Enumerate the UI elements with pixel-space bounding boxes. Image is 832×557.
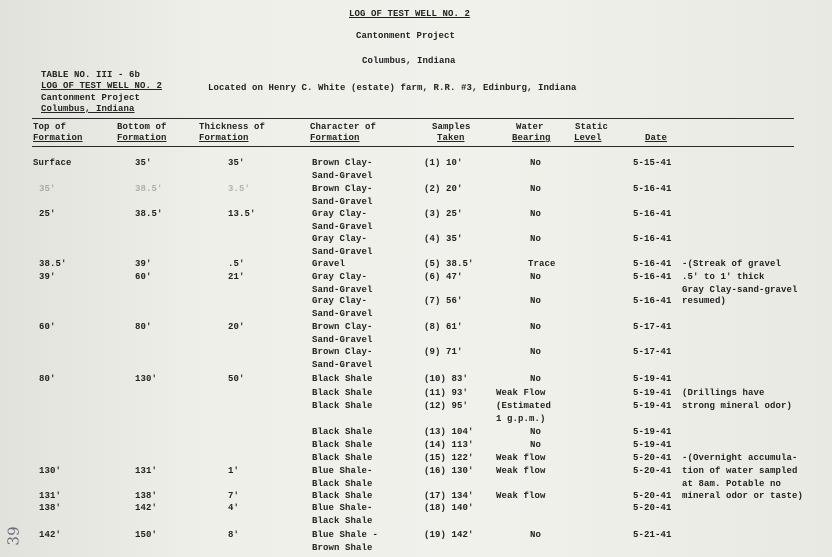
cell-sample: (4) 35': [424, 234, 463, 244]
cell-character: Black Shale: [312, 491, 373, 501]
cell-character: Black Shale: [312, 388, 373, 398]
cell-character: Sand-Gravel: [312, 308, 373, 319]
cell-character: Sand-Gravel: [312, 284, 373, 295]
cell-thickness: .5': [228, 259, 245, 269]
cell-thickness: 35': [228, 158, 245, 168]
cell-character: Brown Shale: [312, 542, 373, 553]
cell-bottom-of-formation: 130': [135, 374, 158, 384]
cell-character: Brown Clay-: [312, 322, 373, 332]
cell-thickness: 21': [228, 272, 245, 282]
cell-character: Sand-Gravel: [312, 170, 373, 181]
cell-remark: .5' to 1' thick: [682, 272, 765, 282]
col-header-bottom-2: Formation: [117, 133, 167, 143]
cell-character: Gray Clay-: [312, 296, 368, 306]
project-label: Cantonment Project: [41, 93, 141, 103]
cell-bottom-of-formation: 142': [135, 503, 158, 513]
cell-water-bearing: No: [530, 347, 542, 357]
margin-page-mark: 39: [4, 526, 23, 546]
cell-bottom-of-formation: 38.5': [135, 184, 163, 194]
cell-sample: (1) 10': [424, 158, 463, 168]
document-title: LOG OF TEST WELL NO. 2: [349, 9, 471, 19]
cell-character: Black Shale: [312, 401, 373, 411]
cell-date: 5-15-41: [633, 158, 672, 168]
cell-character: Sand-Gravel: [312, 221, 373, 232]
cell-character: Black Shale: [312, 440, 373, 450]
cell-character: Gravel: [312, 259, 346, 269]
cell-date: 5-20-41: [633, 466, 672, 476]
col-header-water-2: Bearing: [512, 133, 551, 143]
cell-date: 5-16-41: [633, 184, 672, 194]
cell-water-bearing: (Estimated: [496, 401, 552, 411]
cell-sample: (13) 104': [424, 427, 474, 437]
cell-bottom-of-formation: 35': [135, 158, 152, 168]
col-header-date: Date: [645, 133, 668, 143]
cell-date: 5-19-41: [633, 427, 672, 437]
cell-sample: (6) 47': [424, 272, 463, 282]
cell-top-of-formation: 35': [39, 184, 56, 194]
cell-bottom-of-formation: 138': [135, 491, 158, 501]
cell-water-bearing: Weak flow: [496, 453, 546, 463]
cell-top-of-formation: 138': [39, 503, 62, 513]
cell-bottom-of-formation: 150': [135, 530, 158, 540]
cell-water-bearing: No: [530, 158, 542, 168]
cell-character: Brown Clay-: [312, 158, 373, 168]
cell-thickness: 8': [228, 530, 240, 540]
cell-thickness: 20': [228, 322, 245, 332]
cell-water-bearing: No: [530, 322, 542, 332]
cell-thickness: 3.5': [228, 184, 251, 194]
header-rule-bottom: [32, 146, 794, 147]
cell-date: 5-20-41: [633, 491, 672, 501]
cell-character: Black Shale: [312, 515, 373, 526]
cell-water-bearing: No: [530, 272, 542, 282]
cell-date: 5-19-41: [633, 401, 672, 411]
cell-water-bearing: Trace: [528, 259, 556, 269]
cell-thickness: 1': [228, 466, 240, 476]
cell-thickness: 7': [228, 491, 240, 501]
col-header-character-1: Character of: [310, 122, 377, 132]
cell-sample: (2) 20': [424, 184, 463, 194]
cell-date: 5-20-41: [633, 503, 672, 513]
cell-remark: resumed): [682, 296, 727, 306]
cell-date: 5-17-41: [633, 322, 672, 332]
cell-character: Brown Clay-: [312, 347, 373, 357]
cell-remark: -(Overnight accumula-: [682, 453, 798, 463]
header-rule-top: [32, 118, 794, 119]
cell-top-of-formation: Surface: [33, 158, 72, 168]
cell-water-bearing: No: [530, 234, 542, 244]
col-header-bottom-1: Bottom of: [117, 122, 167, 132]
cell-sample: (14) 113': [424, 440, 474, 450]
cell-top-of-formation: 80': [39, 374, 56, 384]
cell-bottom-of-formation: 60': [135, 272, 152, 282]
cell-date: 5-19-41: [633, 374, 672, 384]
cell-sample: (3) 25': [424, 209, 463, 219]
col-header-samples-2: Taken: [437, 133, 465, 143]
project-name: Cantonment Project: [356, 31, 456, 41]
col-header-top-2: Formation: [33, 133, 83, 143]
cell-character: Sand-Gravel: [312, 334, 373, 345]
cell-character: Sand-Gravel: [312, 359, 373, 370]
cell-water-bearing: Weak Flow: [496, 388, 546, 398]
cell-thickness: 13.5': [228, 209, 256, 219]
col-header-static-1: Static: [575, 122, 609, 132]
cell-sample: (5) 38.5': [424, 259, 474, 269]
cell-date: 5-17-41: [633, 347, 672, 357]
cell-water-bearing: No: [530, 209, 542, 219]
cell-character: Blue Shale -: [312, 530, 379, 540]
cell-date: 5-16-41: [633, 234, 672, 244]
cell-remark: Gray Clay-sand-gravel: [682, 284, 798, 295]
cell-remark: -(Streak of gravel: [682, 259, 782, 269]
cell-character: Black Shale: [312, 427, 373, 437]
col-header-water-1: Water: [516, 122, 544, 132]
cell-bottom-of-formation: 39': [135, 259, 152, 269]
col-header-character-2: Formation: [310, 133, 360, 143]
cell-character: Black Shale: [312, 478, 373, 489]
cell-water-bearing: No: [530, 427, 542, 437]
cell-water-bearing: Weak flow: [496, 491, 546, 501]
cell-water-bearing: No: [530, 440, 542, 450]
cell-remark: at 8am. Potable no: [682, 478, 782, 489]
cell-sample: (19) 142': [424, 530, 474, 540]
cell-character: Gray Clay-: [312, 234, 368, 244]
cell-remark: tion of water sampled: [682, 466, 798, 476]
cell-character: Blue Shale-: [312, 466, 373, 476]
cell-sample: (9) 71': [424, 347, 463, 357]
cell-sample: (10) 83': [424, 374, 469, 384]
cell-remark: (Drillings have: [682, 388, 765, 398]
cell-character: Black Shale: [312, 374, 373, 384]
cell-top-of-formation: 142': [39, 530, 62, 540]
cell-sample: (12) 95': [424, 401, 469, 411]
cell-top-of-formation: 131': [39, 491, 62, 501]
cell-top-of-formation: 130': [39, 466, 62, 476]
cell-bottom-of-formation: 38.5': [135, 209, 163, 219]
cell-date: 5-19-41: [633, 440, 672, 450]
cell-water-bearing: No: [530, 374, 542, 384]
location-text: Located on Henry C. White (estate) farm, R.R. #3, Edinburg, Indiana: [208, 83, 577, 93]
cell-date: 5-16-41: [633, 259, 672, 269]
cell-sample: (11) 93': [424, 388, 469, 398]
cell-top-of-formation: 60': [39, 322, 56, 332]
cell-sample: (7) 56': [424, 296, 463, 306]
cell-bottom-of-formation: 80': [135, 322, 152, 332]
cell-remark: mineral odor or taste): [682, 491, 804, 501]
cell-water-bearing: 1 g.p.m.): [496, 414, 546, 424]
cell-sample: (16) 130': [424, 466, 474, 476]
cell-date: 5-16-41: [633, 209, 672, 219]
cell-water-bearing: Weak flow: [496, 466, 546, 476]
cell-character: Gray Clay-: [312, 272, 368, 282]
cell-water-bearing: No: [530, 184, 542, 194]
cell-thickness: 50': [228, 374, 245, 384]
col-header-top-1: Top of: [33, 122, 67, 132]
cell-character: Black Shale: [312, 453, 373, 463]
cell-top-of-formation: 39': [39, 272, 56, 282]
cell-bottom-of-formation: 131': [135, 466, 158, 476]
col-header-thickness-1: Thickness of: [199, 122, 266, 132]
city-name: Columbus, Indiana: [362, 56, 456, 66]
cell-top-of-formation: 38.5': [39, 259, 67, 269]
cell-water-bearing: No: [530, 530, 542, 540]
col-header-thickness-2: Formation: [199, 133, 249, 143]
cell-character: Sand-Gravel: [312, 196, 373, 207]
table-number: TABLE NO. III - 6b: [41, 70, 141, 80]
cell-water-bearing: No: [530, 296, 542, 306]
cell-date: 5-20-41: [633, 453, 672, 463]
cell-sample: (8) 61': [424, 322, 463, 332]
cell-sample: (17) 134': [424, 491, 474, 501]
cell-date: 5-16-41: [633, 272, 672, 282]
cell-character: Sand-Gravel: [312, 246, 373, 257]
cell-date: 5-19-41: [633, 388, 672, 398]
cell-thickness: 4': [228, 503, 240, 513]
col-header-samples-1: Samples: [432, 122, 471, 132]
cell-date: 5-16-41: [633, 296, 672, 306]
col-header-static-2: Level: [574, 133, 602, 143]
cell-date: 5-21-41: [633, 530, 672, 540]
cell-sample: (18) 140': [424, 503, 474, 513]
city-label: Columbus, Indiana: [41, 104, 135, 114]
cell-top-of-formation: 25': [39, 209, 56, 219]
cell-character: Blue Shale-: [312, 503, 373, 513]
cell-remark: strong mineral odor): [682, 401, 793, 411]
cell-character: Brown Clay-: [312, 184, 373, 194]
log-label: LOG OF TEST WELL NO. 2: [41, 81, 163, 91]
cell-character: Gray Clay-: [312, 209, 368, 219]
cell-sample: (15) 122': [424, 453, 474, 463]
